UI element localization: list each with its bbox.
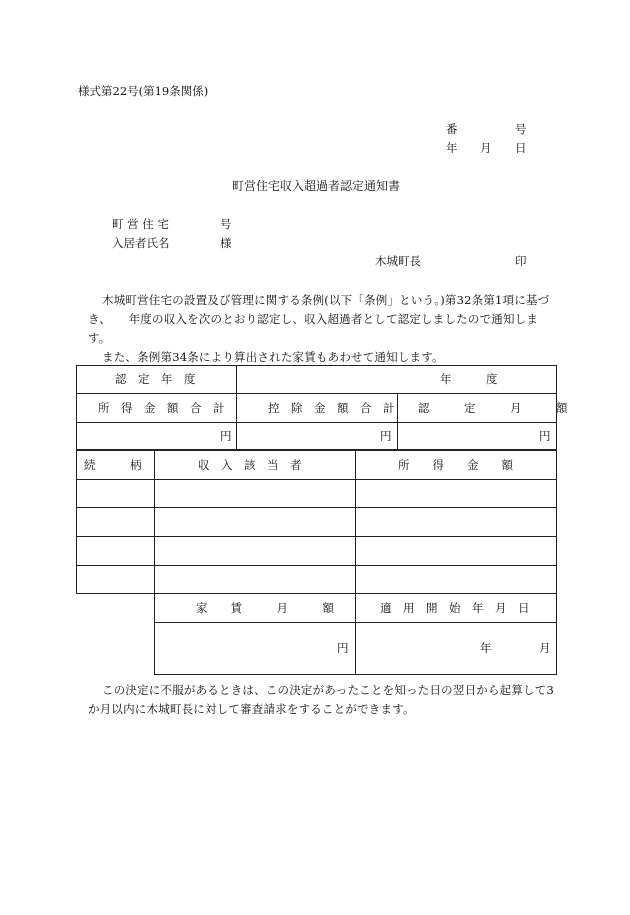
rent-label: 家 賃 月 額 bbox=[196, 601, 334, 615]
number-suffix: 号 bbox=[515, 122, 527, 136]
income-amount-label: 所 得 金 額 bbox=[398, 458, 513, 472]
body-paragraph-1-text: 木城町営住宅の設置及び管理に関する条例(以下「条例」という。)第32条第1項に基づき、 年度の収入を次のとおり認定し、収入超過者として認定しましたので通知します。 bbox=[88, 293, 550, 345]
document-title: 町営住宅収入超過者認定通知書 bbox=[232, 179, 401, 193]
body-paragraph-2-text: また、条例第34条により算出された家賃もあわせて通知します。 bbox=[102, 350, 444, 364]
apply-start-label: 適 用 開 始 年 月 日 bbox=[380, 601, 530, 615]
income-total-label: 所 得 金 額 合 計 bbox=[98, 401, 225, 415]
number-label: 番 bbox=[446, 122, 458, 136]
income-earner-label: 収 入 該 当 者 bbox=[198, 458, 302, 472]
footer-paragraph-text: この決定に不服があるときは、この決定があったことを知った日の翌日から起算して3か月以内に木城町長に対して審査請求をすることができます。 bbox=[88, 683, 554, 716]
date-day: 日 bbox=[515, 141, 527, 155]
relation-label: 続 柄 bbox=[84, 458, 142, 472]
income-total-yen: 円 bbox=[220, 429, 232, 443]
date-month: 月 bbox=[480, 141, 492, 155]
issuer-seal: 印 bbox=[515, 254, 527, 268]
certification-year-label: 認 定 年 度 bbox=[115, 372, 196, 386]
rent-yen: 円 bbox=[337, 641, 349, 655]
issuer-name: 木城町長 bbox=[375, 254, 421, 268]
resident-label: 入居者氏名 bbox=[112, 236, 170, 250]
deduction-total-yen: 円 bbox=[380, 429, 392, 443]
housing-label: 町 営 住 宅 bbox=[112, 217, 169, 231]
housing-suffix: 号 bbox=[220, 217, 232, 231]
resident-suffix: 様 bbox=[220, 236, 232, 250]
footer-paragraph bbox=[88, 681, 558, 719]
deduction-total-label: 控 除 金 額 合 計 bbox=[268, 401, 395, 415]
monthly-certified-yen: 円 bbox=[539, 429, 551, 443]
form-number: 様式第22号(第19条関係) bbox=[78, 84, 209, 98]
monthly-certified-label: 認 定 月 額 bbox=[418, 401, 568, 415]
date-year: 年 bbox=[446, 141, 458, 155]
apply-month: 月 bbox=[539, 641, 551, 655]
certification-year-value: 年 度 bbox=[440, 372, 498, 386]
apply-year: 年 bbox=[480, 641, 492, 655]
